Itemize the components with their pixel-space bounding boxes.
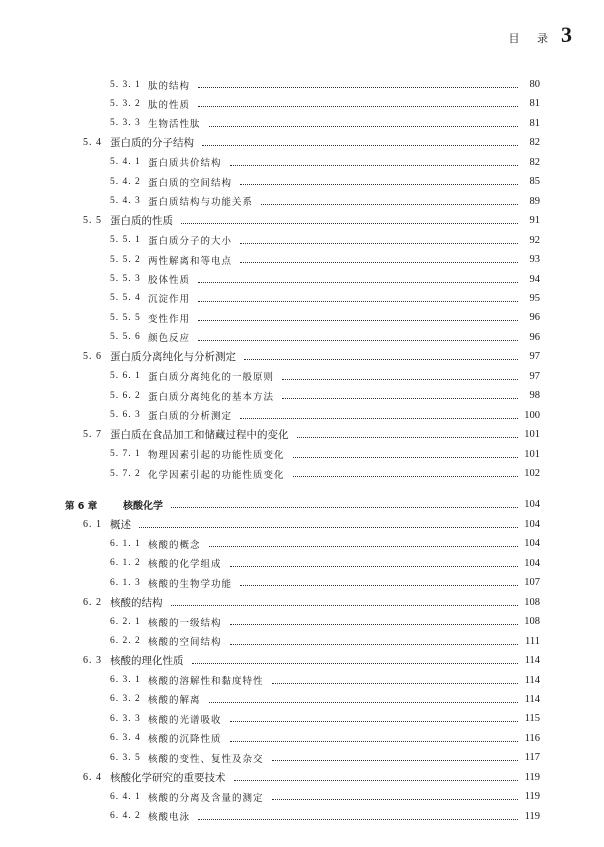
toc-subsection[interactable] [0, 464, 604, 483]
toc-subsection[interactable] [0, 787, 604, 806]
dot-leader [282, 398, 518, 399]
toc-subsection[interactable] [0, 534, 604, 553]
toc-number: 6. 4 [83, 771, 102, 783]
toc-subsection[interactable] [0, 308, 604, 327]
toc-number: 5. 4 [83, 137, 102, 149]
toc-title: 变性作用 [148, 313, 191, 325]
toc-page-number: 85 [529, 176, 540, 188]
toc-title: 肽的结构 [148, 80, 191, 92]
dot-leader [139, 527, 518, 528]
toc-title: 蛋白质在食品加工和储藏过程中的变化 [110, 429, 289, 442]
dot-leader [202, 145, 518, 146]
dot-leader [261, 204, 518, 205]
dot-leader [198, 301, 518, 302]
toc-number: 6. 3 [83, 655, 102, 667]
toc-number: 6. 1. 3 [110, 577, 141, 588]
toc-page-number: 91 [529, 215, 540, 227]
toc-page-number: 96 [529, 312, 540, 324]
toc-subsection[interactable] [0, 807, 604, 826]
toc-number: 5. 6 [83, 351, 102, 363]
toc-page-number: 80 [529, 79, 540, 90]
toc-page-number: 82 [529, 137, 540, 149]
toc-subsection[interactable] [0, 406, 604, 425]
toc-page-number: 101 [524, 448, 540, 460]
toc-section[interactable] [0, 425, 604, 444]
toc-number: 5. 6. 2 [110, 390, 141, 401]
dot-leader [230, 624, 518, 625]
dot-leader [240, 184, 518, 185]
toc-number: 6. 2 [83, 596, 102, 608]
toc-title: 蛋白质分子的大小 [148, 236, 233, 248]
toc-subsection[interactable] [0, 172, 604, 191]
toc-number: 5. 6. 1 [110, 371, 141, 382]
dot-leader [198, 819, 518, 820]
toc-number: 5. 7. 2 [110, 468, 141, 479]
toc-page-number: 82 [529, 156, 540, 168]
dot-leader [230, 721, 518, 722]
toc-page-number: 114 [524, 655, 540, 667]
toc-title: 蛋白质分离纯化的一般原则 [148, 372, 275, 384]
dot-leader [272, 683, 518, 684]
toc-page-number: 117 [524, 752, 540, 764]
dot-leader [293, 476, 518, 477]
toc-page-number: 81 [529, 98, 540, 110]
toc-number: 6. 1 [83, 518, 102, 530]
toc-page-number: 119 [524, 810, 540, 822]
toc-title: 蛋白质结构与功能关系 [148, 197, 254, 209]
dot-leader [230, 741, 518, 742]
dot-leader [192, 663, 519, 664]
dot-leader [209, 546, 518, 547]
toc-number: 5. 4. 3 [110, 196, 141, 207]
toc-number: 5. 4. 2 [110, 176, 141, 187]
toc-title: 胶体性质 [148, 275, 191, 286]
dot-leader [282, 379, 518, 380]
toc-title: 核酸的概念 [148, 539, 201, 551]
toc-page-number: 111 [525, 635, 540, 647]
toc-number: 5. 5. 1 [110, 235, 141, 246]
toc-title: 两性解离和等电点 [148, 255, 233, 267]
dot-leader [198, 282, 518, 283]
toc-title: 核酸的化学组成 [148, 559, 222, 571]
toc-page-number: 114 [524, 693, 540, 705]
dot-leader [240, 585, 518, 586]
header-page-number: 3 [561, 22, 572, 47]
header-label: 目 录 [508, 32, 555, 45]
toc-title: 核酸的沉降性质 [148, 734, 222, 746]
toc-number: 5. 7. 1 [110, 449, 141, 460]
toc-title: 核酸的光谱吸收 [148, 714, 222, 726]
toc-page-number: 97 [529, 370, 540, 382]
dot-leader [272, 760, 518, 761]
toc-section[interactable] [0, 211, 604, 230]
dot-leader [198, 340, 518, 341]
toc-number: 5. 5. 3 [110, 274, 141, 284]
toc-title: 核酸的结构 [110, 596, 163, 609]
toc-page-number: 104 [524, 557, 540, 569]
toc-subsection[interactable] [0, 114, 604, 133]
dot-leader [240, 262, 518, 263]
toc-title: 蛋白质分离纯化与分析测定 [110, 351, 236, 364]
toc-title: 物理因素引起的功能性质变化 [148, 450, 285, 462]
toc-title: 生物活性肽 [148, 119, 201, 131]
toc-page-number: 97 [529, 351, 540, 363]
toc-subsection[interactable] [0, 367, 604, 386]
toc-title: 核酸的分离及含量的测定 [148, 792, 264, 804]
toc-number: 5. 5. 5 [110, 312, 141, 323]
toc-section[interactable] [0, 593, 604, 612]
toc-number: 第 6 章 [65, 500, 98, 512]
toc-subsection[interactable] [0, 153, 604, 172]
page-header [509, 22, 573, 48]
toc-title: 核酸化学 [123, 501, 163, 513]
toc-title: 核酸的生物学功能 [148, 578, 233, 590]
toc-section[interactable] [0, 651, 604, 670]
dot-leader [198, 106, 518, 107]
dot-leader [230, 644, 518, 645]
toc-page-number: 104 [524, 518, 540, 530]
toc-subsection[interactable] [0, 250, 604, 269]
toc-subsection[interactable] [0, 75, 604, 94]
dot-leader [198, 87, 518, 88]
dot-leader [230, 165, 518, 166]
toc-number: 6. 3. 2 [110, 694, 141, 705]
toc-number: 6. 4. 2 [110, 811, 141, 822]
dot-leader [240, 418, 518, 419]
toc-title: 化学因素引起的功能性质变化 [148, 469, 285, 481]
toc-page-number: 116 [524, 732, 540, 744]
dot-leader [209, 126, 518, 127]
toc-title: 核酸的溶解性和黏度特性 [148, 676, 264, 687]
dot-leader [171, 507, 518, 508]
toc-number: 5. 4. 1 [110, 157, 141, 168]
dot-leader [171, 605, 519, 606]
toc-title: 蛋白质的空间结构 [148, 177, 233, 189]
toc-number: 6. 3. 3 [110, 713, 141, 724]
toc-section[interactable] [0, 347, 604, 366]
toc-subsection[interactable] [0, 612, 604, 631]
toc-title: 蛋白质分离纯化的基本方法 [148, 391, 275, 403]
toc-number: 6. 1. 2 [110, 558, 141, 569]
toc-title: 概述 [110, 518, 131, 531]
toc-number: 6. 3. 5 [110, 752, 141, 763]
toc-number: 5. 5. 2 [110, 254, 141, 265]
toc-title: 核酸电泳 [148, 812, 191, 824]
toc-subsection[interactable] [0, 328, 604, 347]
dot-leader [244, 359, 518, 360]
toc-number: 6. 3. 1 [110, 675, 141, 685]
toc-page-number: 93 [529, 254, 540, 266]
toc-subsection[interactable] [0, 289, 604, 308]
dot-leader [240, 243, 518, 244]
toc-page-number: 115 [524, 713, 540, 725]
toc-subsection[interactable] [0, 632, 604, 651]
toc-subsection[interactable] [0, 386, 604, 405]
toc-chapter[interactable] [0, 495, 604, 514]
toc-page-number: 108 [524, 616, 540, 628]
toc-page-number: 119 [524, 771, 540, 783]
dot-leader [293, 457, 518, 458]
toc-number: 6. 1. 1 [110, 538, 141, 549]
toc-page-number: 104 [524, 538, 540, 550]
toc-page-number: 114 [524, 674, 540, 686]
toc-title: 核酸的理化性质 [110, 655, 184, 668]
dot-leader [198, 320, 518, 321]
toc-number: 5. 3. 3 [110, 118, 141, 129]
toc-title: 核酸的空间结构 [148, 637, 222, 649]
toc-page-number: 107 [524, 577, 540, 589]
toc-number: 5. 5 [83, 215, 102, 227]
toc-title: 蛋白质的分子结构 [110, 137, 194, 150]
toc-subsection[interactable] [0, 748, 604, 767]
toc-page-number: 89 [529, 195, 540, 207]
toc-subsection[interactable] [0, 709, 604, 728]
toc-section[interactable] [0, 515, 604, 534]
toc-number: 5. 6. 3 [110, 410, 141, 421]
dot-leader [181, 223, 518, 224]
toc-page-number: 104 [524, 499, 540, 511]
toc-title: 核酸的变性、复性及杂交 [148, 753, 264, 765]
toc-number: 5. 5. 4 [110, 293, 141, 304]
toc-subsection[interactable] [0, 270, 604, 289]
toc-page-number: 100 [524, 409, 540, 421]
dot-leader [234, 780, 519, 781]
toc-subsection[interactable] [0, 729, 604, 748]
toc-number: 6. 4. 1 [110, 791, 141, 802]
dot-leader [297, 437, 519, 438]
toc-title: 颜色反应 [148, 333, 191, 345]
toc-page-number: 102 [524, 468, 540, 479]
toc-subsection[interactable] [0, 231, 604, 250]
toc-page-number: 101 [524, 429, 540, 441]
dot-leader [272, 799, 518, 800]
toc-page-number: 95 [529, 292, 540, 304]
toc-title: 蛋白质的性质 [110, 215, 173, 228]
toc-title: 核酸的一级结构 [148, 617, 222, 629]
toc-subsection[interactable] [0, 573, 604, 592]
toc-page-number: 96 [529, 331, 540, 343]
toc-subsection[interactable] [0, 192, 604, 211]
toc-number: 6. 2. 2 [110, 636, 141, 647]
toc-page-number: 81 [529, 117, 540, 129]
toc-number: 6. 2. 1 [110, 616, 141, 627]
toc-section[interactable] [0, 768, 604, 787]
toc-page-number: 92 [529, 234, 540, 246]
toc-title: 蛋白质共价结构 [148, 158, 222, 170]
toc-subsection[interactable] [0, 690, 604, 709]
toc-title: 肽的性质 [148, 99, 191, 111]
toc-number: 5. 5. 6 [110, 332, 141, 343]
toc-number: 5. 3. 2 [110, 98, 141, 109]
toc-title: 蛋白质的分析测定 [148, 411, 233, 423]
toc-subsection[interactable] [0, 445, 604, 464]
toc-number: 6. 3. 4 [110, 733, 141, 744]
toc-title: 核酸的解离 [148, 695, 201, 707]
toc-title: 沉淀作用 [148, 294, 191, 306]
toc-number: 5. 7 [83, 429, 102, 441]
toc-page-number: 108 [524, 596, 540, 608]
toc-section[interactable] [0, 133, 604, 152]
toc-page-number: 119 [524, 791, 540, 803]
toc-subsection[interactable] [0, 94, 604, 113]
toc-title: 核酸化学研究的重要技术 [110, 771, 226, 784]
toc-number: 5. 3. 1 [110, 79, 141, 90]
dot-leader [230, 566, 518, 567]
toc-subsection[interactable] [0, 671, 604, 690]
dot-leader [209, 702, 518, 703]
toc-page-number: 94 [529, 273, 540, 285]
toc-page-number: 98 [529, 390, 540, 402]
toc-subsection[interactable] [0, 554, 604, 573]
